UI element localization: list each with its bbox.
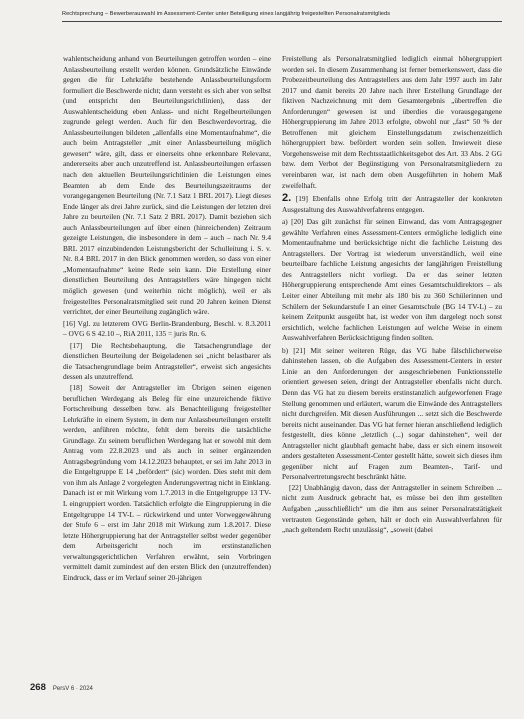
paragraph-22: [22] Unabhängig davon, dass der Antragsteller in seinem Schreiben ... nicht zum Ausdruck gebracht hat, es müsse bei den ihm gestellten Aufgaben „ausschließlich“ um die ihm aus seiner Personalratstätigkeit vertrauten Gegenstände gehen, hält er doch ein Auswahlverfahren für „nach geltendem Recht unzulässig“, „soweit (dabei bbox=[282, 482, 502, 535]
paragraph: Freistellung als Personalratsmitglied lediglich einmal höhergruppiert worden sei. In diesem Zusammenhang ist ferner bemerkenswert, dass die Probezeitbeurteilung des Antragstellers aus dem Jahr 1997 auch im Jahr 2017 und damit bereits 20 Jahre nach ihrer Erstellung Grundlage der fiktiven Nachzeichnung mit dem Gesamtergebnis „übertreffen die Anforderungen“ gewesen ist und überdies die vorausgegangene Höhergruppierung im Jahre 2013 erfolgte, obwohl nur „fast“ 50 % der Betroffenen mit gleichem Einstellungsdatum zwischenzeitlich höhergruppiert bzw. befördert worden sein sollen. Inwieweit diese Vorgehensweise mit dem Rechtsstaatlichkeitsgebot des Art. 33 Abs. 2 GG bzw. dem Verbot der Begünstigung von Personalratsmitgliedern zu vereinbaren war, ist nach dem oben Ausgeführten in hohem Maß zweifelhaft. bbox=[282, 54, 502, 190]
paragraph: wahlentscheidung anhand von Beurteilungen getroffen worden – eine Anlassbeurteilung erstellt werden können. Grundsätzliche Einwände gegen die für Lehrkräfte bestehende Anlassbeurteilungsform formuliert die Beschwerde nicht; dann versteht es sich aber von selbst (und entspricht den Beurteilungsrichtlinien), dass der Auswahlentscheidung eben Anlass- und nicht Regelbeurteilungen zugrunde gelegt werden. Auch für den Beschwerdevortrag, die Anlassbeurteilungen bildeten „allenfalls eine Momentaufnahme“, die auch beim Antragsteller „mit einer Anlassbeurteilung möglich gewesen“ wäre, gilt, dass er einerseits ohne erkennbare Relevanz, andererseits aber auch unzutreffend ist. Anlassbeurteilungen erfassen nach den aktuellen Beurteilungsrichtlinien die Leistungen eines Beamten ab dem Ende des Beurteilungszeitraums der vorangegangenen Beurteilung (Nr. 7.1 Satz 1 BRL 2017). Liegt dieses Ende länger als drei Jahre zurück, sind die Leistungen der letzten drei Jahre zu beurteilen (Nr. 7.1 Satz 2 BRL 2017). Damit beziehen sich auch Anlassbeurteilungen auf über einen (hinreichenden) Zeitraum gezeigte Leistungen, die insbesondere in dem – auch – nach Nr. 9.4 BRL 2017 einzubindenden Leistungsbericht der Schulleitung i. S. v. Nr. 8.4 BRL 2017 in den Blick genommen werden, so dass von einer „Momentaufnahme“ keine Rede sein kann. Die Erstellung einer dienstlichen Beurteilung des Antragstellers wäre hingegen nicht möglich gewesen (und weiterhin nicht möglich), weil er als freigestelltes Personalratsmitglied seit rund 20 Jahren keinen Dienst verrichtet, der einer Beurteilung zugänglich wäre. bbox=[63, 54, 271, 317]
section-2-text: [19] Ebenfalls ohne Erfolg tritt der Antragsteller der konkreten Ausgestaltung des Auswahlverfahrens entgegen. bbox=[282, 194, 502, 214]
paragraph-a: a) [20] Das gilt zunächst für seinen Einwand, das vom Antragsgegner gewählte Verfahren eines Assessment-Centers ermögliche lediglich eine Momentaufnahme und berücksichtige nicht die fachliche Leistung des Antragstellers. Der Vortrag ist wiederum unverständlich, weil eine beurteilbare fachliche Leistung angesichts der langjährigen Freistellung des Antragstellers nicht vorliegt. Da er das seiner letzten Höhergruppierung entsprechende Amt eines Gesamtschuldirektors – als Leiter einer Abteilung mit mehr als 180 bis zu 360 Schülerinnen und Schülern der Sekundarstufe I an einer Gesamtschule (BG 14 TV-L) – zu keinem Zeitpunkt ausgeübt hat, ist weder von ihm dargelegt noch sonst ersichtlich, welche fachlichen Leistungen auf welche Weise in einem Auswahlverfahren Berücksichtigung finden sollten. bbox=[282, 217, 502, 343]
paragraph-17: [17] Die Rechtsbehauptung, die Tatsachengrundlage der dienstlichen Beurteilung der Beigeladenen sei „nicht belastbarer als die Tatsachengrundlage beim Antragsteller“, erweist sich angesichts dessen als unzutreffend. bbox=[63, 340, 271, 382]
running-title: Rechtsprechung – Bewerberauswahl im Assessment-Center unter Beteiligung eines langjährig freigestellten Personalratsmitglieds bbox=[62, 11, 391, 17]
paragraph-b: b) [21] Mit seiner weiteren Rüge, das VG habe fälschlicherweise dahinstehen lassen, ob die Aufgaben des Assessment-Centers in erster Linie an den Anforderungen der ausgeschriebenen Funktionsstelle orientiert gewesen seien, dringt der Antragsteller ebenfalls nicht durch. Denn das VG hat zu diesem bereits erstinstanzlich aufgeworfenen Frage Stellung genommen und erläutert, warum die Einwände des Antragstellers nicht durchgreifen. Mit diesen Ausführungen ... setzt sich die Beschwerde bereits nicht auseinander. Das VG hat ferner hieran anschließend lediglich festgestellt, dies könne „letztlich (...) sogar dahinstehen“, weil der Antragsteller nicht glaubhaft gemacht habe, dass er sich einem insoweit anders gestalteten Assessment-Center gestellt hätte, soweit sich dieses ihm gegenüber nicht auf Fragen zum Beamten-, Tarif- und Personalvertretungsrecht beschränkt hätte. bbox=[282, 345, 502, 482]
header-rule bbox=[62, 21, 502, 22]
paragraph-18: [18] Soweit der Antragsteller im Übrigen seinen eigenen beruflichen Werdegang als Beleg für eine unzureichende fiktive Fortschreibung desselben bzw. als Benachteiligung freigestellter Lehrkräfte in einem System, in dem nur Anlassbeurteilungen erstellt werden, anführen möchte, fehlt dem bereits die tatsächliche Grundlage. Zu seinem beruflichen Werdegang hat er sowohl mit dem Antrag vom 22.8.2023 und als auch in seiner ergänzenden Antragsbegründung vom 14.12.2023 behauptet, er sei im Jahr 2013 in die Entgeltgruppe E 14 „befördert“ (sic) worden. Dies steht mit dem von ihm als Anlage 2 vorgelegten Änderungsvertrag nicht in Einklang. Danach ist er mit Wirkung vom 1.7.2013 in die Entgeltgruppe 13 TV-L eingruppiert worden. Tatsächlich erfolgte die Eingruppierung in die Entgeltgruppe 14 TV-L – rückwirkend und unter Vorweggewährung der Stufe 6 – erst im Jahr 2018 mit Wirkung zum 1.8.2017. Diese letzte Höhergruppierung hat der Antragsteller selbst weder gegenüber dem Arbeitsgericht noch im erstinstanzlichen verwaltungsgerichtlichen Verfahren erwähnt, sein Vorbringen vermittelt damit zumindest auf den ersten Blick den (unzutreffenden) Eindruck, dass er im Verlauf seiner 20-jährigen bbox=[63, 382, 271, 582]
page-footer bbox=[30, 682, 93, 693]
right-column bbox=[282, 54, 502, 536]
left-column bbox=[63, 54, 271, 583]
footnote-16: [16] Vgl. zu letzterem OVG Berlin-Brandenburg, Beschl. v. 8.3.2011 – OVG 6 S 42.10 –, RiA 2011, 135 = juris Rn. 6. bbox=[63, 318, 271, 339]
journal-name: PersV 6 · 2024 bbox=[52, 686, 93, 692]
section-2 bbox=[282, 193, 502, 215]
section-number: 2. bbox=[282, 192, 292, 205]
page-number: 268 bbox=[30, 682, 46, 693]
